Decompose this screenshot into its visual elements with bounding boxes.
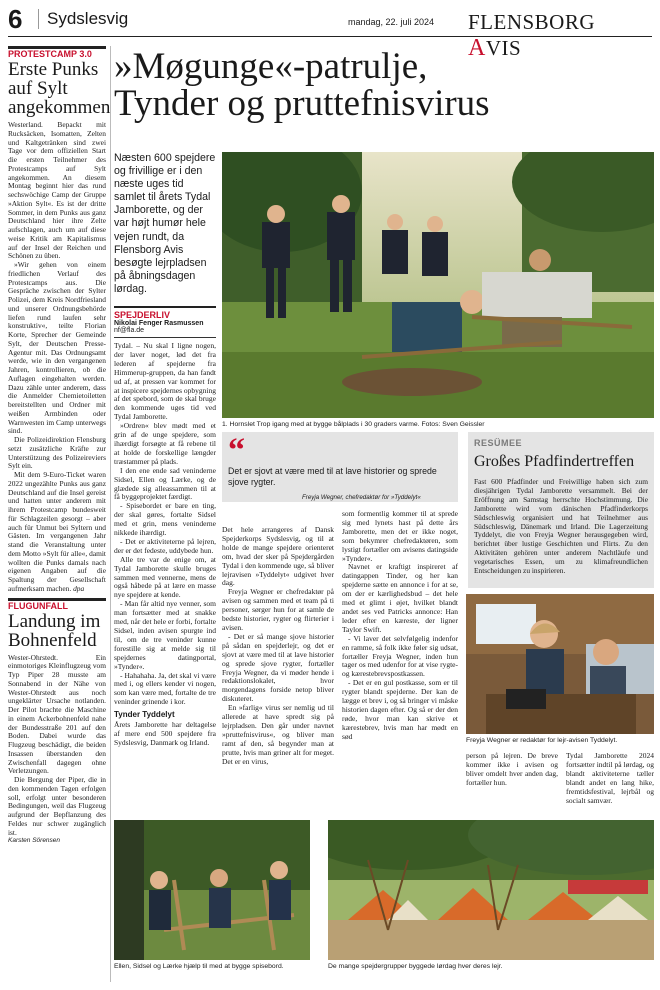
lead-paragraph: Næsten 600 spejdere og frivillige er i den næste uges tid samlet til årets Tydal Jamborette, og der var højt humør hele vejen rundt, da Flensborg Avis besøgte lejrpladsen på åbningsdagen lørdag. bbox=[114, 152, 216, 295]
page-number: 6 bbox=[8, 4, 23, 34]
source: dpa bbox=[73, 583, 85, 593]
paragraph: Tydal. – Nu skal I ligne nogen, der laver noget, lød det fra lederen af spejderne fra Himmerup-gruppen, da han fandt ud af, at pressen var kommet for at inspicere spejdernes opbygning af det spebord, som de skal bruge den kommende uges tid ved Tydal Jamborette. bbox=[114, 341, 216, 422]
article-body-col2 bbox=[222, 526, 334, 766]
article-body-col3 bbox=[342, 510, 458, 742]
paragraph: I den ene ende sad veninderne Sidsel, Ellen og Lærke, og de glædede sig alleassammen til at få byggeprojektet færdigt. bbox=[114, 465, 216, 502]
summary-box bbox=[468, 432, 654, 588]
photo-scouts-building bbox=[222, 152, 654, 418]
author-email[interactable]: nf@fla.de bbox=[114, 327, 145, 334]
paragraph: - Vi laver det selvfølgelig indenfor en ramme, så folk ikke føler sig udsat, fortæller Freyja Wegner, inden hun tager os med udenfor for at vise rygte- og kærestebrevspostkassen. bbox=[342, 633, 458, 679]
photo-scouts-building-image bbox=[222, 152, 654, 418]
paragraph: som formentlig kommer til at sprede sig med lynets hast på dette års Jamborette, men det er ikke noget, som bekymrer chefredaktøren, som lystigt fortæller om avisens datingside »Tynder«. bbox=[342, 509, 458, 563]
quote-text: Det er sjovt at være med til at lave historier og sprede sjove rygter. bbox=[228, 466, 437, 487]
article-body-col4a bbox=[466, 752, 558, 788]
photo2-caption: Freyja Wegner er redaktør for lejr-avisen Tyddelyt. bbox=[466, 737, 618, 744]
divider bbox=[114, 337, 216, 338]
paragraph: »Wir gehen von einem friedlichen Verlauf des Protestcamps aus. Die Gespräche zwischen der Sylter Polizei, dem Kreis Nordfriesland und unserer Ordnungsbehörde liefen rund laufen sehr konstruktiv«, teilte Florian Korte, Sprecher der Gemeinde Sylt, der Deutschen Presse-Agentur mit. Das Ordnungsamt werde, wie in den vergangenen Jahren, kontrollieren, ob die Auflagen eingehalten werden. Dazu zähle unter anderem, dass die Anmelder Chemietoiletten bereitstellten und Ordner mit weißen Armbinden oder Warnwesten im Camp unterwegs sind. bbox=[8, 260, 106, 436]
photo-editor-image bbox=[466, 594, 654, 734]
paragraph: Wester-Ohrstedt. Ein einmotoriges Kleinflugzeug vom Typ Piper 28 musste am Sonnabend in der Nähe von Wester-Ohrstedt aus noch ungeklärter Ursache notlanden. Der Pilot brachte die Maschine in einem Ackerbohnenfeld nahe der Bundesstraße 201 auf den Boden. Dabei wurde das Flugzeug beschädigt, die beiden Insassen überstanden den Zwischenfall dagegen ohne Verletzungen. bbox=[8, 652, 106, 776]
article-body-col4b bbox=[566, 752, 654, 805]
photo4-caption: De mange spejdergrupper byggede lørdag hver deres lejr. bbox=[328, 963, 503, 970]
photo3-caption: Ellen, Sidsel og Lærke hjælp til med at bygge spisebord. bbox=[114, 963, 284, 970]
quote-mark-icon: “ bbox=[228, 432, 245, 469]
column-divider bbox=[110, 46, 111, 982]
paragraph: Freyja Wegner er chefredaktør på avisen og sammen med et team på ti personer, sørger hun for at samle de bedste historier, rygter og flirterier i avisen. bbox=[222, 587, 334, 632]
headline-line: »Møgunge«-patrulje, bbox=[114, 46, 428, 87]
story2-kicker: FLUGUNFALL bbox=[8, 600, 68, 611]
paragraph: - Det er en gul postkasse, som er til rygter blandt spejderne. Der kan de lægge et brev i, og så bringer vi måske historien dagen efter. Og så er der den røde, hvor man kan skrive et kærestebrev, hvis man har mødt en sød bbox=[342, 678, 459, 741]
paragraph: En »farlig« virus ser nemlig ud til allerede at have spredt sig på lejrpladsen. Den går under navnet »pruttefnisvirus«, og bliver man ramt af den, så begynder man at prutte, hvis man griner alt for meget. Det er en virus, bbox=[222, 703, 334, 766]
rubric: SPEJDERLIV bbox=[114, 310, 171, 320]
main-headline bbox=[114, 48, 654, 122]
photo-editor bbox=[466, 594, 654, 734]
subheading: Tynder Tyddelyt bbox=[114, 710, 175, 720]
article-column-1 bbox=[114, 306, 216, 748]
paragraph: - Man får altid nye venner, som man fortsætter med at snakke med, når det hele er forbi, fortalte Sidsel, inden avisen spurgte ind til, om de tre veninder kunne forestille sig at melde sig til spejdernes datingportal, »Tynder«. bbox=[114, 599, 216, 671]
story1-kicker: PROTESTCAMP 3.0 bbox=[8, 49, 92, 59]
paragraph: - Spisebordet er bare en ting, der skal gøres, fortalte Sidsel med et grin, mens veninderne nikkede ihærdigt. bbox=[114, 501, 216, 538]
quote-attribution: Freyja Wegner, chefredaktør for »Tyddelyt« bbox=[302, 494, 421, 501]
newspaper-logo: FLENSBORG AVIS bbox=[468, 10, 596, 61]
paragraph: Det hele arrangeres af Dansk Spejderkorps Sydslesvig, og til at holde de mange spejdere orienteret om, hvad der sker på Spejdergården Tydal i den kommende uge, så bliver lejravisen »Tyddelyt« udgivet hver dag. bbox=[222, 525, 334, 588]
article-author: Nikolai Fenger Rasmussen bbox=[114, 320, 204, 327]
paragraph: - Hahahaha. Ja, det skal vi være med i, og ellers kender vi nogen, som kan være med, fortalte de tre veninder grinende i kor. bbox=[114, 670, 216, 707]
paragraph: Årets Jamborette har deltagelse af mere end 500 spejdere fra Sydslesvig, Danmark og Irland. bbox=[114, 720, 216, 747]
paragraph: person på lejren. De breve kommer ikke i avisen og bliver omdelt hver anden dag, fortæller hun. bbox=[466, 751, 558, 787]
paragraph: Die Bergung der Piper, die in den kommenden Tagen erfolgen soll, erfolgt unter besonderen Bedingungen, weil das Flugzeug aufgrund der Bepflanzung des Feldes nur schwer zugänglich ist. bbox=[8, 775, 106, 837]
divider bbox=[114, 306, 216, 308]
issue-date: mandag, 22. juli 2024 bbox=[348, 17, 435, 27]
photo-girls-building-image bbox=[114, 820, 310, 960]
photo-girls-building bbox=[114, 820, 310, 960]
headline-line: Tynder og pruttefnisvirus bbox=[114, 83, 490, 124]
paragraph: - Det er så mange sjove historier på sådan en spejderlejr, og det er sjovt at være med til at lave historier og sprede sjove rygter, fortæller Freyja Wegner, da vi møder hende i redaktionslokalet, hvor morgendagens forside netop bliver diskuteret. bbox=[222, 631, 334, 704]
story2-body bbox=[8, 654, 106, 847]
paragraph: »Ordren« blev mødt med et grin af de unge spejdere, som ihærdigt forsøgte at få rebene til at holde de forskellige længder træstammer på plads. bbox=[114, 421, 216, 466]
summary-headline: Großes Pfadfindertreffen bbox=[474, 453, 635, 470]
paragraph: Mit dem 9-Euro-Ticket waren 2022 ungezählte Punks aus ganz Deutschland auf die Insel gereist und hatten unter anderem mit ihrem Protestcamp bundesweit für Schlagzeilen gesorgt – aber auch für Unmut bei Syltern und Gästen. Im vergangenen Jahr stand die Veranstaltung unter dem Motto »Sylt für alle«, damit wollten die Punks damals nach eigenen Angaben auf die Spaltung der Gesellschaft aufmerksam machen. dpa bbox=[8, 470, 106, 593]
article-body-col1 bbox=[114, 342, 216, 748]
story2-author: Karsten Sörensen bbox=[8, 837, 61, 845]
left-column bbox=[8, 46, 111, 846]
summary-text: Fast 600 Pfadfinder und Freiwillige haben sich zum diesjährigen Tydal Jamborette versammelt. Bei der Eröffnung am Samstag herrschte Hochstimmung. Die Jamborette wird vom dänischen Pfadfinderkorps Südschleswig organisiert und hat Teilnehmer aus Südschleswig, Dänemark und Irland. Die Lagerzeitung Tyddelyt, die von Freyja Wegner herausgegeben wird, berichtet über lustige Geschichten und Flirts. Zu den Aktivitäten gehören unter anderem Nachtläufe und vegetarisches Essen, um zu klimafreundlichen Entscheidungen zu inspirieren. bbox=[474, 477, 648, 576]
paragraph: Westerland. Bepackt mit Rucksäcken, Isomatten, Zelten und Kaltgetränken sind zwei Tage vor dem offiziellen Start die ersten Teilnehmer des Protestcamps auf Sylt angekommen. An diesem Montag beginnt hier das rund sechswöchige Camp der Gruppe »Aktion Sylt«. Es ist der dritte Sommer, in dem Punks aus ganz Deutschland hier ihre Zelte aufschlagen, auch um auf diese weise Kritik am Kapitalismus auf der Insel der Reichen und Schönen zu üben. bbox=[8, 120, 106, 261]
photo-camp-tents-image bbox=[328, 820, 654, 960]
paragraph: Tydal Jamborette 2024 fortsætter indtil på lørdag, og blandt aktiviteterne tæller blandt andet en lang hike, fremtidsfestival, lejrbål og socialt samvær. bbox=[566, 751, 654, 805]
paragraph: Navnet er kraftigt inspireret af datingappen Tinder, og her kan spejderne sætte en annonce i for at se, om der er kærlighedsbud – det hele med et glimt i øjet, hvilket blandt andet ses ved Patricks annonce: Han leder efter en kæreste, der ligner Taylor Swift. bbox=[342, 562, 458, 634]
story1-body bbox=[8, 121, 106, 594]
paragraph: Alle tre var de enige om, at Tydal Jamborette skulle bruges sammen med vennerne, mens de også håbede på at lære en masse nye spejdere at kende. bbox=[114, 554, 216, 600]
summary-kicker: RESÜMEE bbox=[474, 438, 523, 448]
photo1-caption: 1. Hornslet Trop igang med at bygge bålplads i 30 graders varme. Fotos: Sven Geissler bbox=[222, 421, 485, 428]
paragraph: Die Polizeidirektion Flensburg setzt zusätzliche Kräfte zur Unterstützung des Polizeireviers Sylt ein. bbox=[8, 435, 106, 471]
section-name: Sydslesvig bbox=[38, 9, 128, 29]
pull-quote bbox=[222, 432, 458, 502]
photo-camp-tents bbox=[328, 820, 654, 960]
story2-headline: Landung im Bohnenfeld bbox=[8, 610, 101, 651]
story1-headline: Erste Punks auf Sylt angekommen bbox=[8, 59, 111, 118]
paragraph: - Det er aktiviteterne på lejren, der er det fedeste, uddybede hun. bbox=[114, 536, 216, 555]
